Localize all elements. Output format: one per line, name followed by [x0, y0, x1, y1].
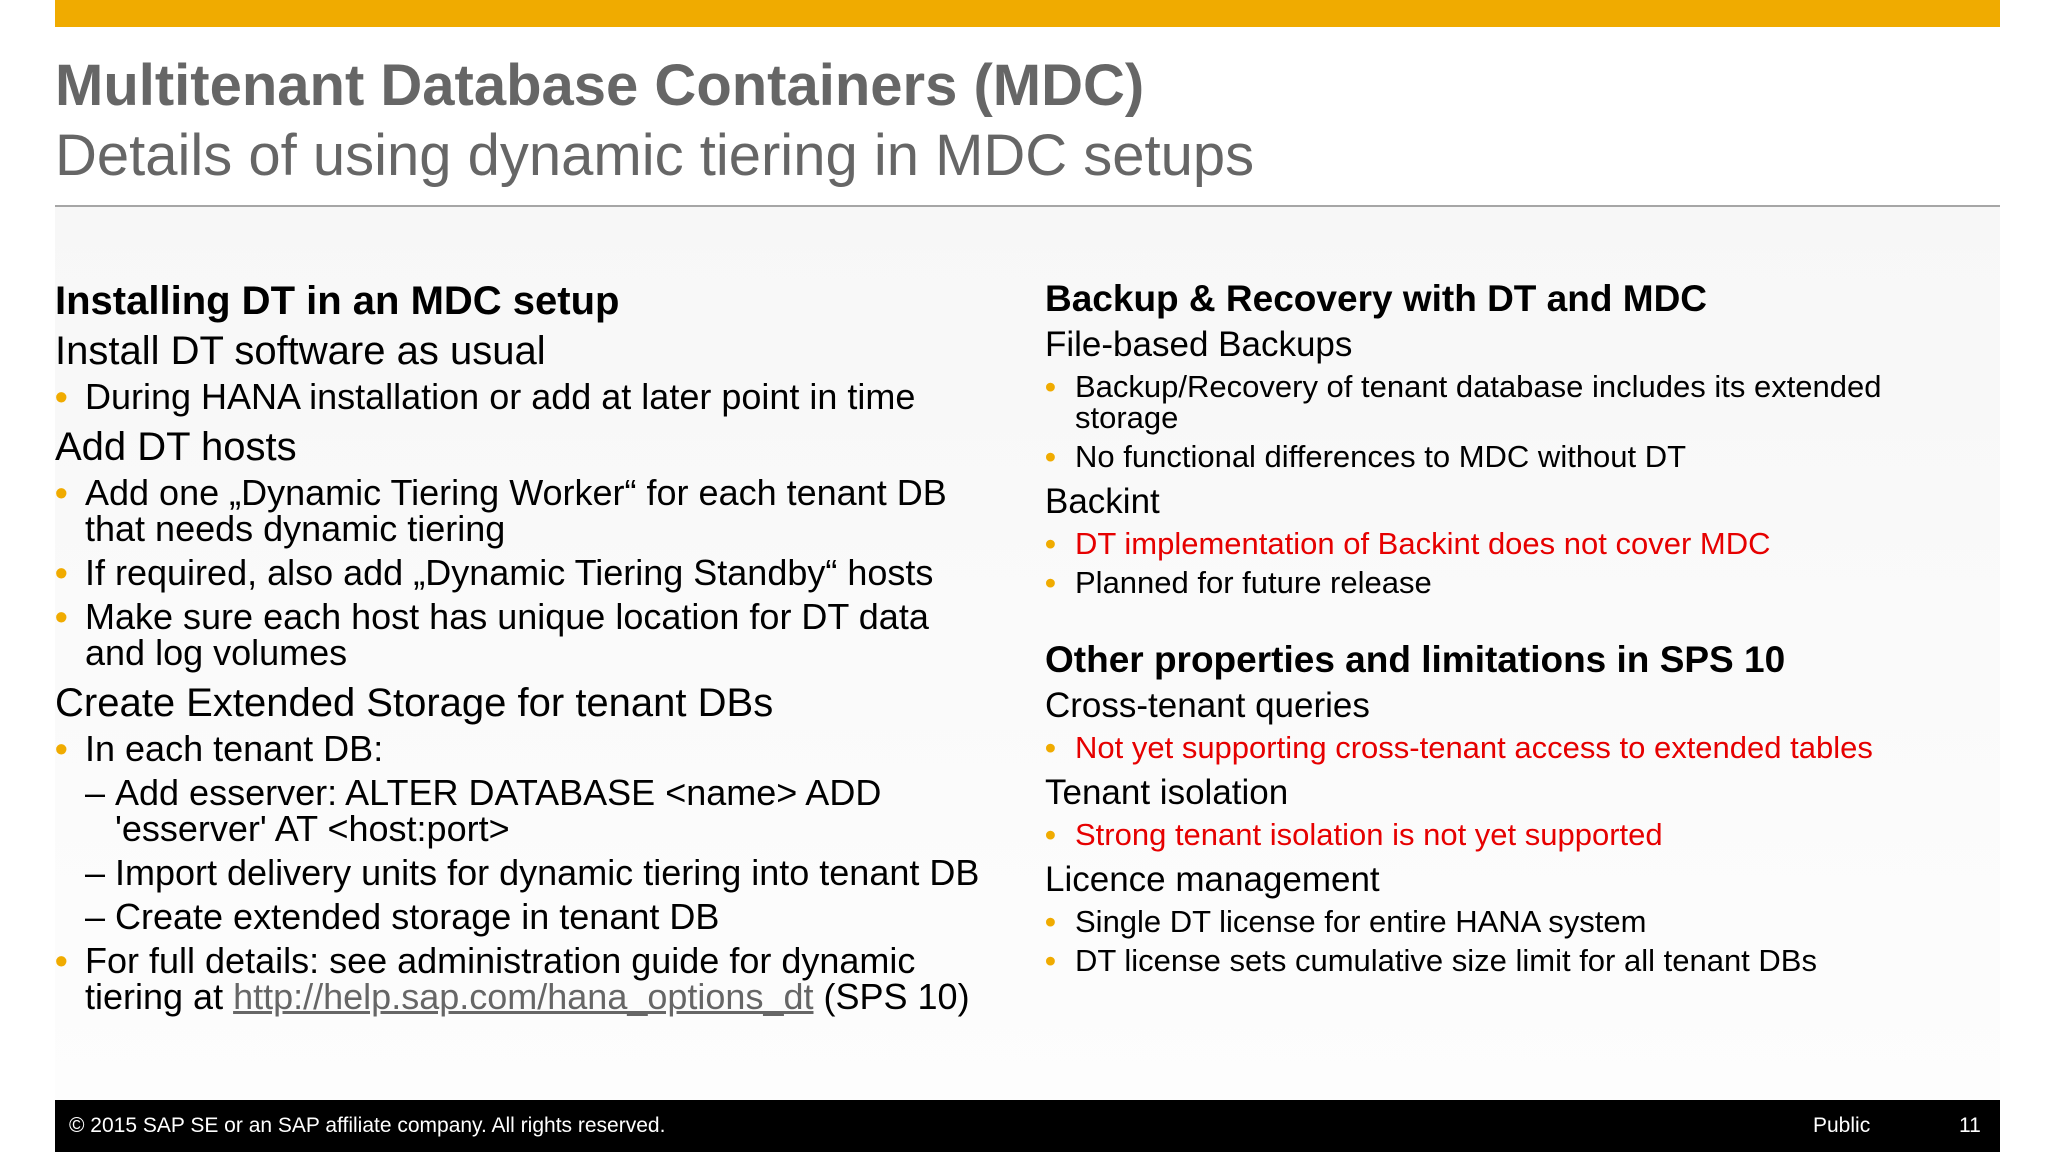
section-heading-backup: Backup & Recovery with DT and MDC: [1045, 278, 1708, 319]
list-item: • Strong tenant isolation is not yet supported: [1045, 817, 1663, 852]
list-item: • No functional differences to MDC without DT: [1045, 439, 1687, 474]
list-item: • Make sure each host has unique location for DT data and log volumes: [55, 596, 929, 673]
accent-bar: [55, 0, 2000, 27]
spacer: [1045, 606, 1985, 636]
bullet-icon: •: [1045, 565, 1056, 600]
dash-icon: –: [85, 772, 106, 813]
dash-icon: –: [85, 896, 106, 937]
section-heading-installing: Installing DT in an MDC setup: [55, 279, 620, 323]
slide-subtitle: Details of using dynamic tiering in MDC setups: [55, 123, 1255, 188]
sub-heading-backint: Backint: [1045, 482, 1160, 521]
sub-heading-file-backups: File-based Backups: [1045, 325, 1353, 364]
bullet-icon: •: [1045, 817, 1056, 852]
sub-heading-isolation: Tenant isolation: [1045, 773, 1289, 812]
bullet-icon: •: [1045, 730, 1056, 765]
sub-heading-hosts: Add DT hosts: [55, 425, 297, 469]
dash-icon: –: [85, 852, 106, 893]
sub-list-item: – Import delivery units for dynamic tiering into tenant DB: [85, 852, 980, 893]
slide: [55, 0, 2000, 1152]
footer-classification: Public: [1813, 1114, 1871, 1137]
list-item: • For full details: see administration guide for dynamic tiering at http://help.sap.com/hana_options_dt (SPS 10): [55, 940, 970, 1017]
bullet-icon: •: [1045, 526, 1056, 561]
bullet-icon: •: [55, 940, 68, 981]
list-item: • Add one „Dynamic Tiering Worker“ for each tenant DB that needs dynamic tiering: [55, 472, 947, 549]
sub-list-item: – Add esserver: ALTER DATABASE <name> ADD 'esserver' AT <host:port>: [85, 772, 882, 849]
bullet-icon: •: [55, 376, 68, 417]
section-heading-other: Other properties and limitations in SPS 10: [1045, 639, 1786, 680]
list-item: • Not yet supporting cross-tenant access to extended tables: [1045, 730, 1873, 765]
list-item: • Backup/Recovery of tenant database includes its extended storage: [1045, 369, 1882, 435]
footer-copyright: © 2015 SAP SE or an SAP affiliate company. All rights reserved.: [69, 1114, 666, 1137]
page-number: 11: [1959, 1114, 1981, 1137]
bullet-icon: •: [1045, 439, 1056, 474]
sub-heading-licence: Licence management: [1045, 860, 1380, 899]
right-column: [1045, 275, 1985, 984]
list-item: • During HANA installation or add at later point in time: [55, 376, 916, 417]
list-item: • Single DT license for entire HANA system: [1045, 904, 1647, 939]
slide-title: Multitenant Database Containers (MDC): [55, 53, 1145, 118]
bullet-icon: •: [55, 728, 68, 769]
list-item: • In each tenant DB:: [55, 728, 384, 769]
list-item: • DT implementation of Backint does not cover MDC: [1045, 526, 1771, 561]
list-item: • DT license sets cumulative size limit for all tenant DBs: [1045, 943, 1817, 978]
sub-list-item: – Create extended storage in tenant DB: [85, 896, 720, 937]
bullet-icon: •: [1045, 904, 1056, 939]
list-item: • Planned for future release: [1045, 565, 1432, 600]
sub-heading-storage: Create Extended Storage for tenant DBs: [55, 681, 774, 725]
bullet-icon: •: [55, 552, 68, 593]
bullet-icon: •: [1045, 369, 1056, 404]
footer: [55, 1100, 2000, 1152]
bullet-icon: •: [1045, 943, 1056, 978]
sub-heading-cross-tenant: Cross-tenant queries: [1045, 686, 1370, 725]
list-item: • If required, also add „Dynamic Tiering Standby“ hosts: [55, 552, 934, 593]
sub-heading-install: Install DT software as usual: [55, 329, 546, 373]
bullet-icon: •: [55, 596, 68, 637]
admin-guide-link[interactable]: http://help.sap.com/hana_options_dt: [233, 976, 814, 1017]
left-column: [55, 275, 1015, 1023]
bullet-icon: •: [55, 472, 68, 513]
